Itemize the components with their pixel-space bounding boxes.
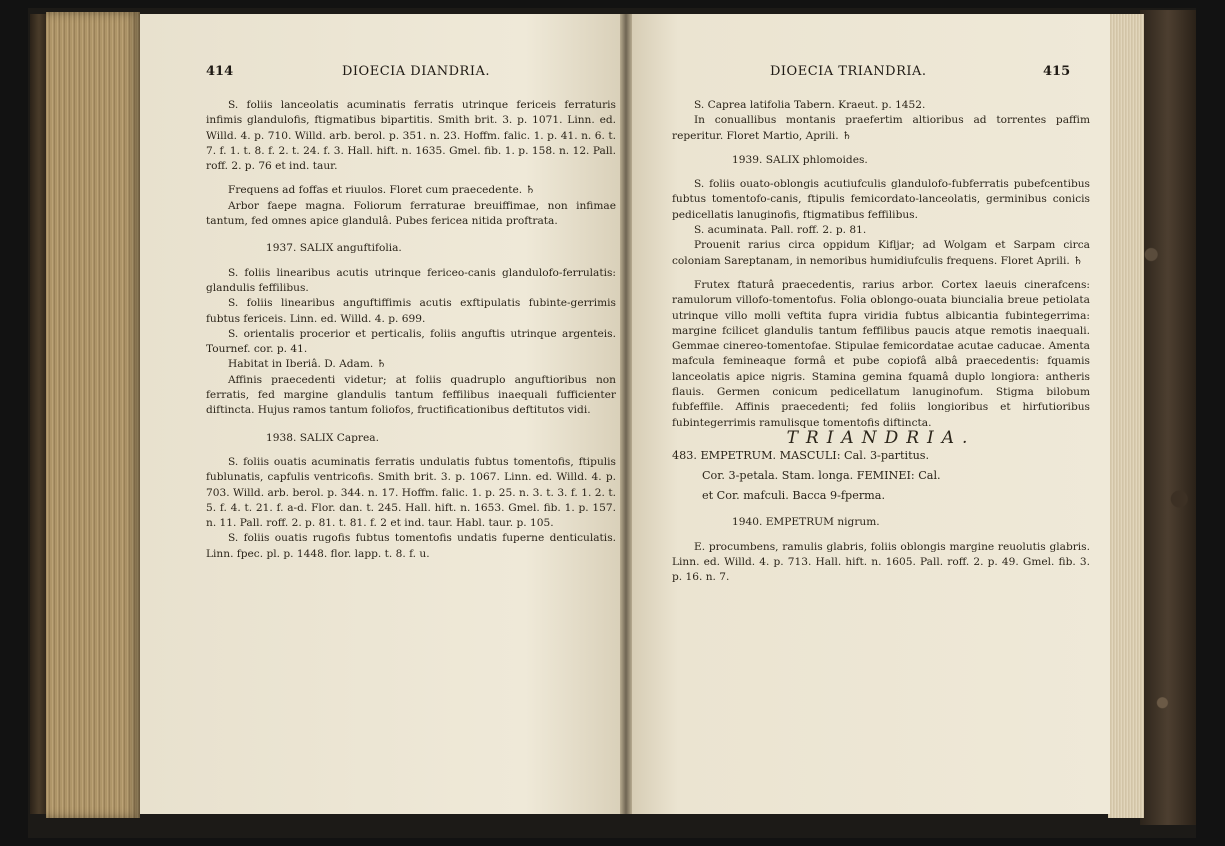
- paragraph: S. foliis ouatis acuminatis ferratis undulatis fubtus tomentofis, ftipulis fublunatis, capfulis ventricofis. Smith brit. 3. p. 1067. Linn. ed. Willd. 4. p. 703. Willd. arb. berol. p. 344. n. 17. Hoffm. falic. 1. p. 25. n. 3. t. 3. f. 1. 2. t. 5. f. 4. t. 21. f. a-d. Flor. dan. t. 245. Hall. hift. n. 1653. Gmel. fib. 1. p. 157. n. 11. Pall. roff. 2. p. 81. t. 81. f. 2 et ind. taur. Habl. taur. p. 105.: [206, 455, 616, 530]
- paragraph: S. orientalis procerior et perticalis, foliis anguftis utrinque argenteis. Tournef. cor. p. 41.: [206, 327, 616, 356]
- species-heading: 1939. SALIX phlomoides.: [732, 153, 868, 166]
- species-heading: 1938. SALIX Caprea.: [266, 431, 379, 444]
- paragraph: Affinis praecedenti videtur; at foliis quadruplo anguftioribus non ferratis, fed margine glandulis tantum feffilibus inaequali fufficienter diftincta. Hujus ramos tantum foliofos, fructificationibus deftitutos vidi.: [206, 373, 616, 417]
- right-page-text: [672, 98, 1090, 585]
- paragraph: Frutex ftaturâ praecedentis, rarius arbor. Cortex laeuis cinerafcens: ramulorum villofo-tomentofus. Folia oblongo-ouata biuncialia breue petiolata utrinque villo molli veftita fupra viridia fubtus albicantia fubintegerrima: margine fcilicet glandulis tantum feffilibus paucis atque remotis inaequali. Gemmae cinereo-tomentofae. Stipulae femicordatae acutae caducae. Amenta mafcula femineaque formâ et pube copiofâ albâ praecedentis: fquamis lanceolatis apice nigris. Stamina gemina fquamâ duplo longiora: antheris flauis. Germen conicum pedicellatum lanuginofum. Stigma bilobum fubfeffile. Affinis praecedenti; fed foliis longioribus et hirfutioribus fubintegerrimis ramulisque tomentofis diftincta.: [672, 278, 1090, 429]
- paragraph: Habitat in Iberiâ. D. Adam. ♄: [228, 358, 387, 371]
- paragraph: S. foliis ouato-oblongis acutiufculis glandulofo-fubferratis pubefcentibus fubtus tomentofo-canis, ftipulis femicordato-lanceolatis, germinibus conicis pedicellatis lanuginofis, ftigmatibus feffilibus.: [672, 178, 1090, 221]
- paragraph: S. acuminata. Pall. roff. 2. p. 81.: [694, 224, 867, 237]
- page-number-left: 414: [206, 64, 234, 79]
- running-head-right: DIOECIA TRIANDRIA.: [770, 64, 927, 79]
- paragraph: S. foliis ouatis rugofis fubtus tomentofis undatis fuperne denticulatis. Linn. fpec. pl. p. 1448. flor. lapp. t. 8. f. u.: [206, 532, 616, 560]
- page-edges-right: [1108, 14, 1144, 818]
- genus-description: Cor. 3-petala. Stam. longa. FEMINEI: Cal.: [702, 469, 941, 483]
- paragraph: In conuallibus montanis praefertim altioribus ad torrentes paffim reperitur. Floret Martio, Aprili. ♄: [672, 114, 1090, 142]
- running-head-left: DIOECIA DIANDRIA.: [342, 64, 490, 79]
- page-number-right: 415: [1043, 64, 1071, 79]
- paragraph: S. Caprea latifolia Tabern. Kraeut. p. 1452.: [694, 99, 926, 111]
- section-heading-triandria: TRIANDRIA.: [786, 427, 976, 448]
- paragraph: S. foliis linearibus acutis utrinque fericeo-canis glandulofo-ferrulatis: glandulis feffilibus.: [206, 266, 616, 294]
- book-gutter: [620, 14, 632, 814]
- genus-description: et Cor. mafculi. Bacca 9-fperma.: [702, 489, 886, 503]
- paragraph: Arbor faepe magna. Foliorum ferraturae breuiffimae, non infimae tantum, fed omnes apice glandulâ. Pubes fericea nitida proftrata.: [206, 199, 616, 228]
- paragraph: E. procumbens, ramulis glabris, foliis oblongis margine reuolutis glabris. Linn. ed. Willd. 4. p. 713. Hall. hift. n. 1605. Pall. roff. 2. p. 49. Gmel. fib. 3. p. 16. n. 7.: [672, 540, 1090, 584]
- paragraph: S. foliis linearibus anguftiffimis acutis exftipulatis fubinte-gerrimis fubtus fericeis. Linn. ed. Willd. 4. p. 699.: [206, 297, 616, 325]
- paragraph: Frequens ad foffas et riuulos. Floret cum praecedente. ♄: [228, 184, 536, 197]
- species-heading: 1940. EMPETRUM nigrum.: [732, 516, 880, 529]
- species-heading: 1937. SALIX anguftifolia.: [266, 242, 402, 255]
- page-edges-left: [46, 12, 140, 818]
- marbled-cover: [1140, 10, 1196, 825]
- left-page-text: [206, 98, 616, 562]
- paragraph: Prouenit rarius circa oppidum Kifljar; ad Wolgam et Sarpam circa coloniam Sareptanam, in nemoribus humidiufculis frequens. Floret Aprili. ♄: [672, 239, 1090, 267]
- genus-description: 483. EMPETRUM. MASCULI: Cal. 3-partitus.: [672, 449, 930, 463]
- paragraph: S. foliis lanceolatis acuminatis ferratis utrinque fericeis ferraturis infimis glandulofis, ftigmatibus bipartitis. Smith brit. 3. p. 1071. Linn. ed. Willd. 4. p. 710. Willd. arb. berol. p. 351. n. 23. Hoffm. falic. 1. p. 41. n. 6. t. 7. f. 1. t. 8. f. 2. t. 24. f. 3. Hall. hift. n. 1635. Gmel. fib. 1. p. 158. n. 12. Pall. roff. 2. p. 76 et ind. taur.: [206, 99, 616, 173]
